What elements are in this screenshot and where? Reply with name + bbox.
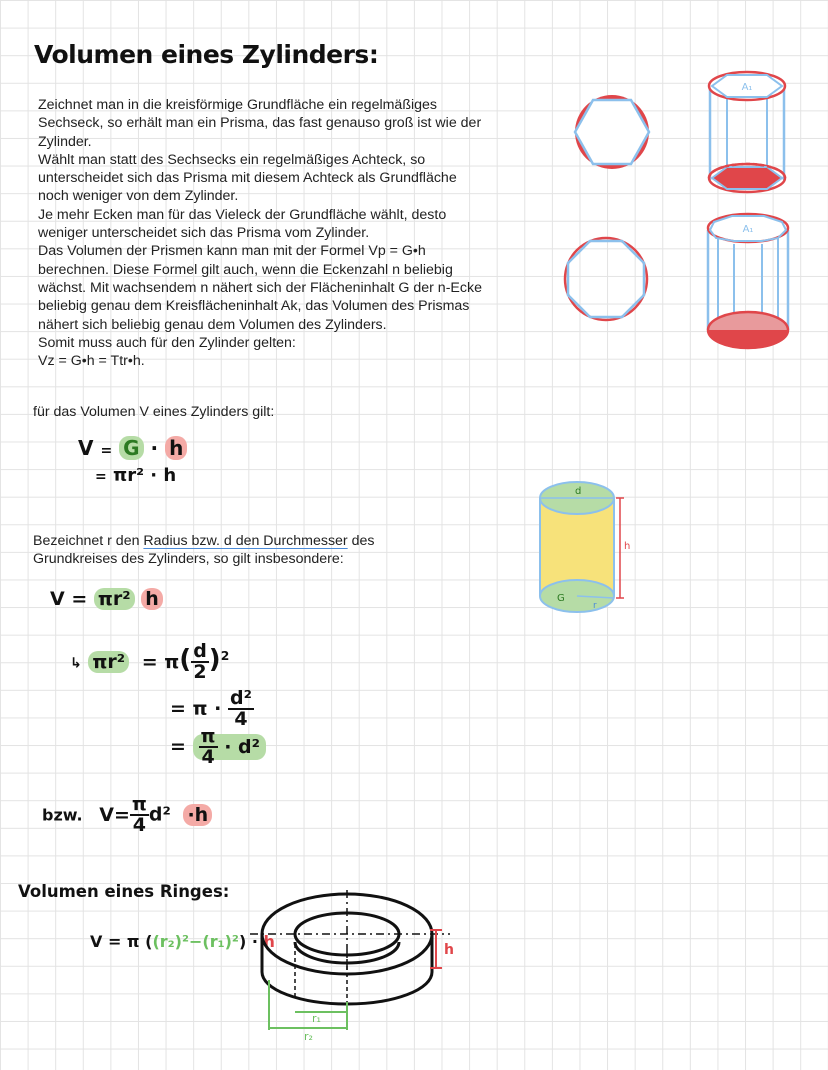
fraction-d-over-2: $\frac{d}{2}$: [193, 640, 207, 683]
formula-symbol: V=: [99, 803, 130, 826]
hexagonal-prism-cylinder-diagram: [702, 68, 792, 198]
intro-line: weniger unterscheidet sich das Prisma vom Zylinder.: [38, 225, 370, 242]
r-label: r: [593, 601, 597, 611]
formula-bzw: [42, 795, 212, 835]
pi-r2-highlight: πr²: [94, 588, 135, 610]
circle-outline: [565, 238, 647, 320]
formula-symbol: = π: [141, 650, 180, 673]
octagonal-prism-cylinder-diagram: [702, 208, 794, 356]
bzw-label: bzw.: [42, 805, 83, 825]
hexagon-in-circle-diagram: [572, 92, 652, 172]
intro-line: berechnen. Diese Formel gilt auch, wenn die Eckenzahl n beliebig: [38, 261, 453, 278]
formula-symbol: V = π (: [90, 932, 153, 951]
formula-symbol: h: [163, 465, 177, 486]
formula-symbol: ·: [150, 465, 158, 486]
formula-volume-line1: [78, 436, 187, 460]
formula-symbol: = π ·: [170, 697, 222, 720]
intro-line: Zeichnet man in die kreisförmige Grundfläche ein regelmäßiges: [38, 97, 438, 113]
intro-line: Das Volumen der Prismen kann man mit der Formel Vp = G•h: [38, 243, 426, 260]
octagon-in-circle-diagram: [562, 235, 650, 323]
volume-intro-text: für das Volumen V eines Zylinders gilt:: [33, 404, 275, 420]
fraction-pi-over-4: $\frac{\pi}{4}$: [200, 725, 216, 768]
a1-top-label: A₁: [741, 82, 753, 93]
arrow-symbol: ↳: [70, 655, 82, 672]
ring-diagram: [250, 882, 460, 1047]
intro-line: Wählt man statt des Sechsecks ein regelmäßiges Achteck, so: [38, 151, 426, 168]
intro-line: nähert sich beliebig genau dem Volumen des Zylinders.: [38, 316, 387, 333]
fraction-pi-over-4: $\frac{\pi}{4}$: [131, 793, 147, 836]
ring-r1-label: r₁: [312, 1012, 321, 1025]
formula-volume-line2: [95, 465, 176, 486]
radius-diameter-underline: Radius bzw. d den Durchmesser: [143, 533, 348, 549]
h-highlight: ·h: [183, 804, 212, 826]
h-highlight: h: [141, 588, 163, 610]
ring-formula: [90, 932, 275, 951]
page-title: Volumen eines Zylinders:: [34, 40, 379, 69]
intro-line: beliebig genau dem Kreisflächeninhalt Ak, das Volumen des Prismas: [38, 298, 470, 315]
cylinder-diagram: [535, 476, 640, 621]
g-label: G: [557, 593, 565, 604]
radius-text-line2: Grundkreises des Zylinders, so gilt insbesondere:: [33, 551, 344, 567]
d-label: d: [575, 486, 582, 497]
text-fragment: des: [347, 533, 375, 549]
intro-line: Sechseck, so erhält man ein Prisma, das fast genauso groß ist wie der: [38, 115, 482, 132]
h-term: h: [263, 932, 275, 951]
text-fragment: Bezeichnet r den: [33, 533, 144, 549]
formula-symbol: · d²: [224, 735, 260, 758]
formula-pi-r2-derivation: ↳ πr² = π( $\frac{d}{2}$ )$^2$: [70, 640, 230, 683]
h-highlight: h: [165, 436, 187, 460]
ring-title: Volumen eines Ringes:: [18, 882, 230, 901]
radius-text-line1: [33, 532, 375, 550]
g-highlight: G: [119, 436, 143, 460]
formula-symbol: =: [170, 735, 186, 758]
formula-v-pi-r2-h: [50, 588, 163, 610]
formula-symbol: 2: [220, 649, 230, 664]
intro-line: Vz = G•h = Ttr•h.: [38, 353, 145, 370]
intro-line: noch weniger von dem Zylinder.: [38, 188, 239, 205]
formula-symbol: ·: [150, 436, 159, 460]
formula-symbol: ) ·: [238, 932, 258, 951]
formula-symbol: =: [100, 443, 113, 459]
intro-line: Je mehr Ecken man für das Vieleck der Grundfläche wählt, desto: [38, 206, 447, 223]
formula-symbol: d²: [148, 803, 171, 826]
pi-r2-highlight: πr²: [88, 651, 129, 673]
fraction-d2-over-4: $\frac{\text{d²}}{4}$: [230, 687, 252, 730]
intro-line: Zylinder.: [38, 133, 92, 150]
octagon-base: [568, 241, 644, 317]
r2-term: (r₂)²: [152, 932, 189, 951]
formula-pi-over-4-d2: [170, 727, 266, 767]
formula-symbol: −: [189, 932, 203, 951]
formula-symbol: V =: [50, 588, 88, 610]
intro-line: wächst. Mit wachsendem n nähert sich der Flächeninhalt G der n-Ecke: [38, 279, 482, 296]
intro-paragraph: [38, 96, 558, 370]
ring-r2-label: r₂: [304, 1030, 313, 1043]
formula-pi-d2-over-4: [170, 689, 254, 729]
h-label: h: [624, 541, 631, 552]
intro-line: Somit muss auch für den Zylinder gelten:: [38, 334, 296, 351]
formula-symbol: V: [78, 436, 94, 460]
a1-bottom-label: A₁: [742, 224, 754, 235]
r1-term: (r₁)²: [202, 932, 239, 951]
intro-line: unterscheidet sich das Prisma mit diesem Achteck als Grundfläche: [38, 170, 457, 187]
formula-symbol: πr²: [113, 465, 145, 486]
formula-symbol: =: [95, 469, 107, 485]
ring-h-label: h: [444, 942, 454, 958]
